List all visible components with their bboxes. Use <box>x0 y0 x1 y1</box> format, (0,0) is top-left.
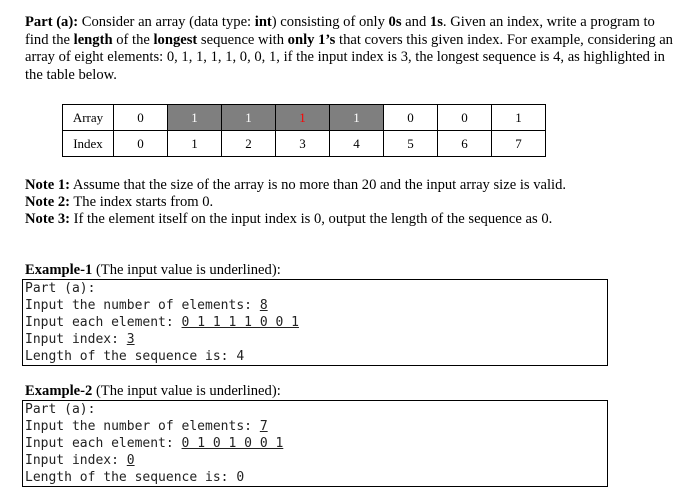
console-line: Part (a): <box>25 402 96 417</box>
console-prompt: Input index: <box>25 332 127 347</box>
notes-block <box>25 177 675 228</box>
part-a-text: of the <box>112 31 154 48</box>
index-row-label: Index <box>63 131 114 157</box>
part-a-longest: longest <box>153 31 198 48</box>
console-line <box>25 435 607 452</box>
note-label: Note 3: <box>25 211 70 227</box>
example-1-console <box>22 279 608 366</box>
console-input: 3 <box>126 332 135 347</box>
console-line <box>25 331 607 348</box>
array-table <box>62 104 546 157</box>
part-a-paragraph <box>25 14 677 84</box>
example-2-console <box>22 400 608 487</box>
part-a-text: that covers this given index. For example, considering an array of eight elements: 0, 1, 1, 1, 1, 0, 0, 1, if the input index is 3, the longest sequence is 4, as highlighted in the table below. <box>25 31 673 83</box>
note-1 <box>25 177 675 194</box>
array-cell-target: 1 <box>276 105 330 131</box>
console-line <box>25 297 607 314</box>
console-input: 0 1 0 1 0 0 1 <box>181 436 284 451</box>
console-prompt: Input each element: <box>25 436 182 451</box>
part-a-label: Part (a): <box>25 14 79 30</box>
example-1-label: Example-1 <box>25 262 93 278</box>
array-cell: 0 <box>438 105 492 131</box>
part-a-text: . Given an index, write a program to find the <box>25 14 655 48</box>
part-a-zeros: 0s <box>388 14 402 30</box>
console-input: 7 <box>259 419 268 434</box>
part-a-ones: 1s <box>429 14 443 30</box>
example-1-title <box>25 262 281 279</box>
index-cell: 1 <box>168 131 222 157</box>
console-line: Length of the sequence is: 4 <box>25 349 245 364</box>
index-cell: 6 <box>438 131 492 157</box>
note-2 <box>25 194 675 211</box>
part-a-length: length <box>73 31 113 48</box>
note-label: Note 1: <box>25 177 70 193</box>
console-line <box>25 314 607 331</box>
example-2-title <box>25 383 281 400</box>
note-label: Note 2: <box>25 194 70 210</box>
index-cell: 0 <box>114 131 168 157</box>
array-cell: 0 <box>114 105 168 131</box>
note-3 <box>25 211 675 228</box>
console-line <box>25 418 607 435</box>
part-a-text: and <box>401 14 430 30</box>
index-cell: 2 <box>222 131 276 157</box>
example-1-subtitle: (The input value is underlined): <box>92 262 281 278</box>
part-a-only1: only 1’s <box>287 31 336 48</box>
array-cell: 0 <box>384 105 438 131</box>
console-prompt: Input each element: <box>25 315 182 330</box>
index-cell: 5 <box>384 131 438 157</box>
note-text: If the element itself on the input index is 0, output the length of the sequence as 0. <box>69 211 553 227</box>
console-line: Length of the sequence is: 0 <box>25 470 245 485</box>
array-cell-highlighted: 1 <box>222 105 276 131</box>
index-cell: 7 <box>492 131 546 157</box>
index-cell: 3 <box>276 131 330 157</box>
console-prompt: Input index: <box>25 453 127 468</box>
array-row-label: Array <box>63 105 114 131</box>
console-prompt: Input the number of elements: <box>25 298 260 313</box>
example-2-label: Example-2 <box>25 383 93 399</box>
array-cell-highlighted: 1 <box>168 105 222 131</box>
part-a-type: int <box>254 14 272 30</box>
part-a-text: sequence with <box>197 31 288 48</box>
note-text: Assume that the size of the array is no more than 20 and the input array size is valid. <box>69 177 567 193</box>
console-input: 0 1 1 1 1 0 0 1 <box>181 315 299 330</box>
console-line: Part (a): <box>25 281 96 296</box>
index-row <box>63 131 546 157</box>
index-cell: 4 <box>330 131 384 157</box>
array-row <box>63 105 546 131</box>
part-a-text: Consider an array (data type: <box>78 14 255 30</box>
console-input: 0 <box>126 453 135 468</box>
console-line <box>25 452 607 469</box>
part-a-text: ) consisting of only <box>271 14 389 30</box>
console-prompt: Input the number of elements: <box>25 419 260 434</box>
array-cell: 1 <box>492 105 546 131</box>
note-text: The index starts from 0. <box>69 194 214 210</box>
example-2-subtitle: (The input value is underlined): <box>92 383 281 399</box>
array-cell-highlighted: 1 <box>330 105 384 131</box>
console-input: 8 <box>259 298 268 313</box>
